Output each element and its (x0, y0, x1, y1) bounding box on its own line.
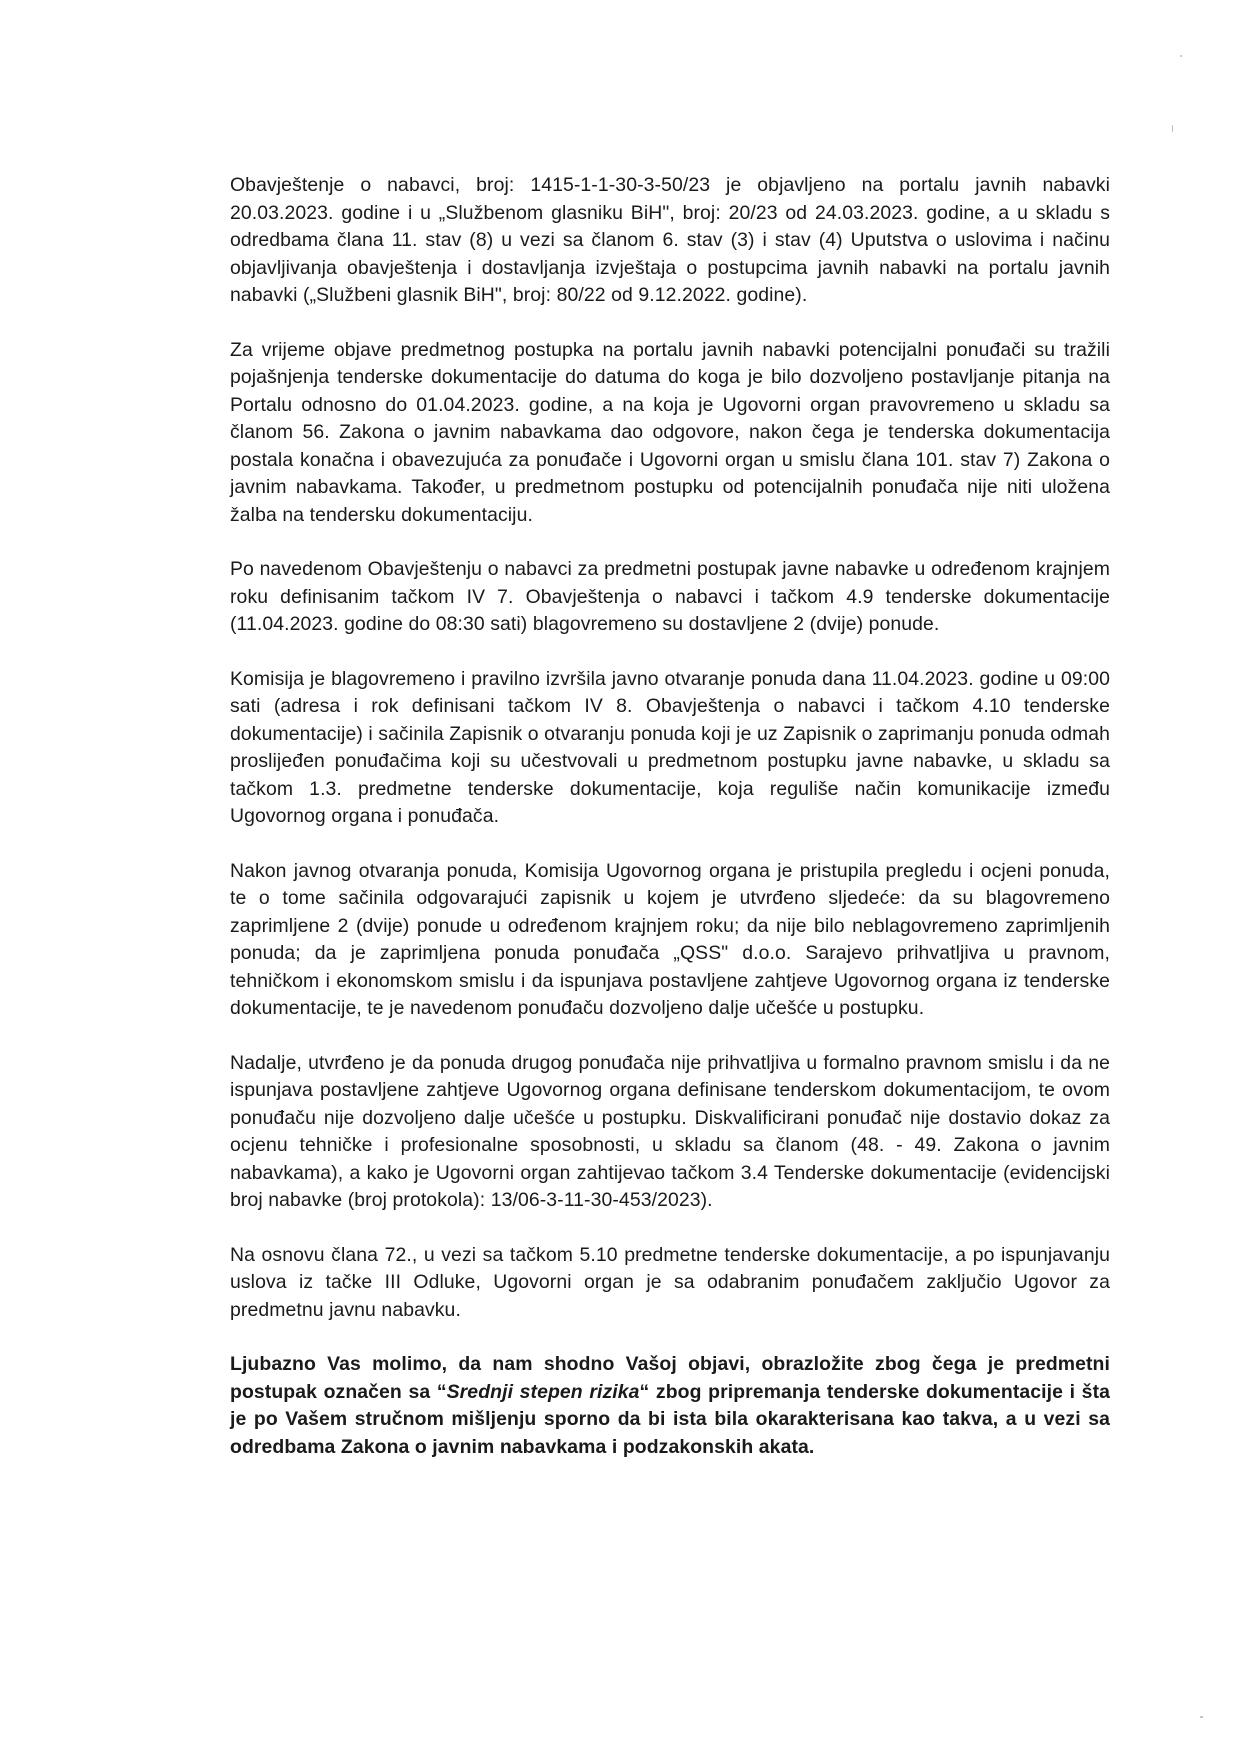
paragraph-request (230, 1351, 1110, 1461)
paragraph-submitted-bids: Po navedenom Obavještenju o nabavci za predmetni postupak javne nabavke u određenom krajnjem roku definisanim tačkom IV 7. Obavještenja o nabavci i tačkom 4.9 tenderske dokumentacije (11.04.2023. godine do 08:30 sati) blagovremeno su dostavljene 2 (dvije) ponude. (230, 558, 1110, 635)
document-body (230, 172, 1110, 1488)
paragraph-evaluation: Nakon javnog otvaranja ponuda, Komisija Ugovornog organa je pristupila pregledu i ocjeni ponuda, te o tome sačinila odgovarajući zapisnik u kojem je utvrđeno sljedeće: da su blagovremeno zaprimljene 2 (dvije) ponude u određenom krajnjem roku; da nije bilo neblagovremeno zaprimljenih ponuda; da je zaprimljena ponuda ponuđača „QSS" d.o.o. Sarajevo prihvatljiva u pravnom, tehničkom i ekonomskom smislu i da ispunjava postavljene zahtjeve Ugovornog organa iz tenderske dokumentacije, te je navedenom ponuđaču dozvoljeno dalje učešće u postupku. (230, 859, 1110, 1019)
paragraph-disqualification: Nadalje, utvrđeno je da ponuda drugog ponuđača nije prihvatljiva u formalno pravnom smislu i da ne ispunjava postavljene zahtjeve Ugovornog organa definisane tenderskom dokumentacijom, te ovom ponuđaču nije dozvoljeno dalje učešće u postupku. Diskvalificirani ponuđač nije dostavio dokaz za ocjenu tehničke i profesionalne sposobnosti, u skladu sa članom (48. - 49. Zakona o javnim nabavkama), a kako je Ugovorni organ zahtijevao tačkom 3.4 Tenderske dokumentacije (evidencijski broj nabavke (broj protokola): 13/06-3-11-30-453/2023). (230, 1051, 1110, 1211)
paragraph-notice: Obavještenje o nabavci, broj: 1415-1-1-30-3-50/23 je objavljeno na portalu javnih nabavki 20.03.2023. godine i u „Službenom glasniku BiH", broj: 20/23 od 24.03.2023. godine, a u skladu s odredbama člana 11. stav (8) u vezi sa članom 6. stav (3) i stav (4) Uputstva o uslovima i načinu objavljivanja obavještenja i dostavljanja izvještaja o postupcima javnih nabavki na portalu javnih nabavki („Službeni glasnik BiH", broj: 80/22 od 9.12.2022. godine). (230, 174, 1110, 306)
paragraph-clarifications: Za vrijeme objave predmetnog postupka na portalu javnih nabavki potencijalni ponuđači su tražili pojašnjenja tenderske dokumentacije do datuma do koga je bilo dozvoljeno postavljanje pitanja na Portalu odnosno do 01.04.2023. godine, a na koja je Ugovorni organ pravovremeno u skladu sa članom 56. Zakona o javnim nabavkama dao odgovore, nakon čega je tenderska dokumentacija postala konačna i obavezujuća za ponuđače i Ugovorni organ u smislu člana 101. stav 7) Zakona o javnim nabavkama. Također, u predmetnom postupku od potencijalnih ponuđača nije niti uložena žalba na tendersku dokumentaciju. (230, 338, 1110, 526)
request-text-after: “ zbog pripremanja tenderske dokumentacije i šta je po Vašem stručnom mišljenju sporno da bi ista bila okarakterisana kao takva, a u vezi sa odredbama Zakona o javnim nabavkama i podzakonskih akata. (230, 1380, 1111, 1458)
paragraph-public-opening: Komisija je blagovremeno i pravilno izvršila javno otvaranje ponuda dana 11.04.2023. godine u 09:00 sati (adresa i rok definisani tačkom IV 8. Obavještenja o nabavci i tačkom 4.10 tenderske dokumentacije) i sačinila Zapisnik o otvaranju ponuda koji je uz Zapisnik o zaprimanju ponuda odmah proslijeđen ponuđačima koji su učestvovali u predmetnom postupku javne nabavke, u skladu sa tačkom 1.3. predmetne tenderske dokumentacije, koja reguliše način komunikacije između Ugovornog organa i ponuđača. (230, 667, 1110, 827)
scan-speck (1180, 55, 1182, 57)
paragraph-contract: Na osnovu člana 72., u vezi sa tačkom 5.10 predmetne tenderske dokumentacije, a po ispunjavanju uslova iz tačke III Odluke, Ugovorni organ je sa odabranim ponuđačem zaključio Ugovor za predmetnu javnu nabavku. (230, 1243, 1110, 1321)
request-text-before: Ljubazno Vas molimo, da nam shodno Vašoj objavi, obrazložite zbog čega je predmetni postupak označen sa “ (230, 1353, 1110, 1403)
scan-speck (1200, 1716, 1203, 1718)
risk-level-emphasis: Srednji stepen rizika (446, 1380, 640, 1403)
scan-speck (1172, 125, 1173, 132)
